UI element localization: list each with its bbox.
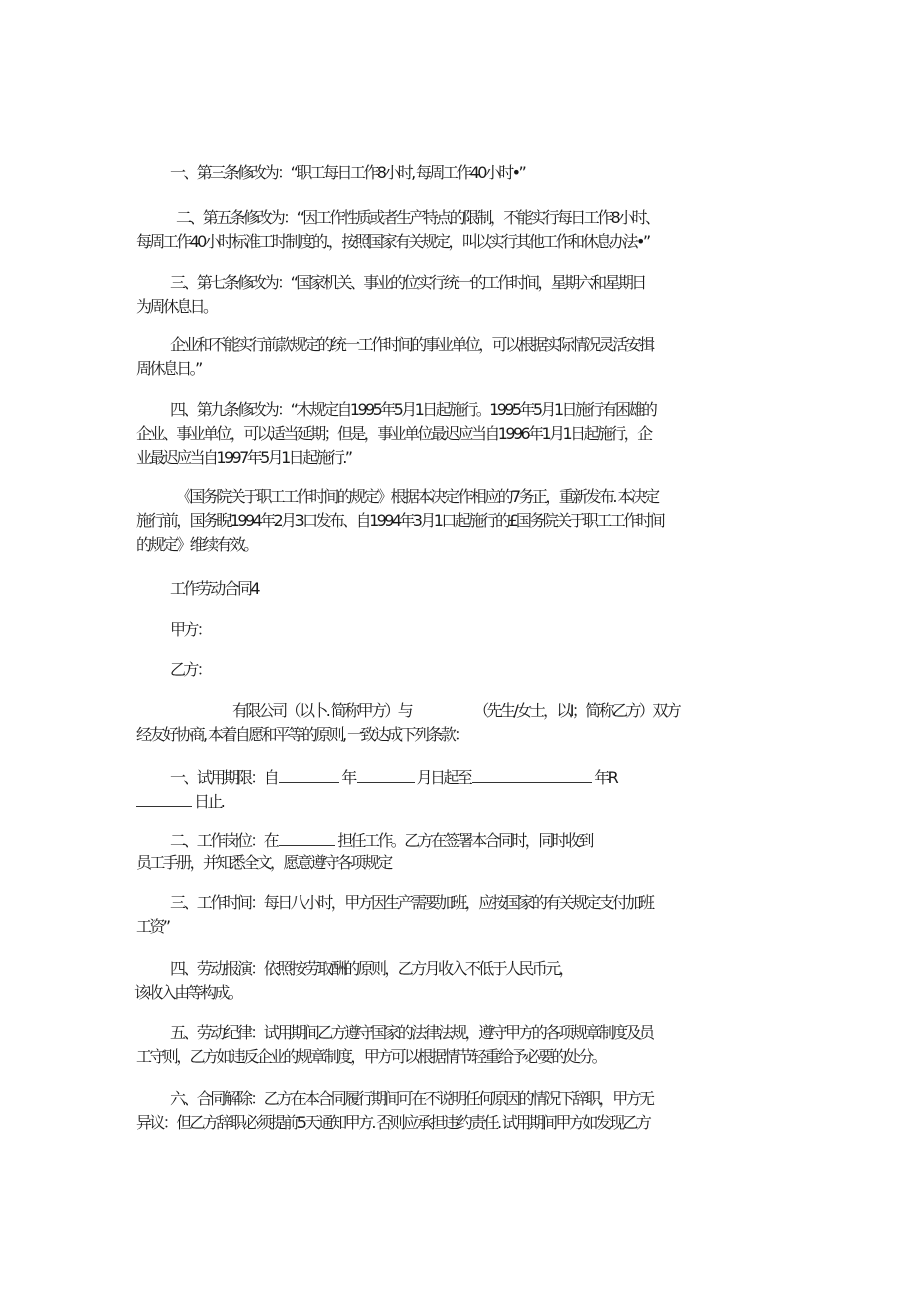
clause-1-year-unit: 年 [341, 768, 355, 787]
end-date-blank[interactable] [472, 766, 592, 783]
amendment-article-7-line2: 为周休息日。 [136, 297, 217, 316]
clause-1-end: 日止. [194, 792, 224, 811]
amendment-article-7-line1: 三、第七条修改为：“国家机关、事业的位实行统一的工作时间，星期六和星期日 [170, 273, 645, 292]
clause-1-line1 [0, 766, 920, 788]
position-blank[interactable] [279, 829, 335, 846]
intro-party-b-text: （先生/女士，以I；简称乙方）双方 [473, 701, 680, 720]
clause-2-text: 担任工作。乙方在签署本合同时，同时收到 [337, 831, 592, 850]
clause-1-until: 月日起至 [416, 768, 471, 787]
amendment-article-5-line1: 二、第五条修改为：“因工作性质或者生产特点的限制，不能实行每日工作8小时、 [176, 208, 659, 227]
amendment-article-3: 一、第三条修改为：“职工每日工作8小时, 每周工作40小时•” [170, 163, 525, 182]
amendment-article-9-line3: 业最迟应当自1997年5月1日起施行.” [136, 448, 351, 467]
start-year-blank[interactable] [279, 766, 339, 783]
clause-5-line1: 五、劳动纪律：试用期间乙方遵守国家的法律法规，遵守甲方的各项规章制度及员 [170, 1023, 653, 1042]
closing-paragraph-line1: 《国务院关于职工工作时间的规定》根据本决定作相应的7务正，重新发布. 本决定 [176, 487, 658, 506]
clause-1-end-year-unit: 年R [594, 768, 617, 787]
amendment-article-7-para2-line2: 周休息日。” [136, 359, 201, 378]
end-day-blank[interactable] [136, 790, 192, 807]
contract-intro-line1 [0, 701, 920, 721]
party-b-label: 乙方： [170, 660, 211, 679]
closing-paragraph-line2: 施行前，国务睨1994年2月3口发布、自1994年3月1口起施行的£国务院关于职工工作时间 [136, 511, 664, 530]
amendment-article-5-line2: 每周工作40小时标准工时制度的.，按照国家有关规定，叫以实行其他工作和休息办法•” [136, 232, 649, 251]
clause-2-label: 二、工作岗位：在 [170, 831, 278, 850]
clause-6-line2: 异议：但乙方辞职必须提前5天通知甲方. 否则应承担违约责任. 试用期间甲方如发现乙方 [136, 1113, 650, 1132]
party-a-label: 甲方： [170, 620, 211, 639]
clause-3-line1: 三、工作时间：每日八小时，甲方因生产需要加班，应按国家的有关规定支付加班 [170, 893, 653, 912]
amendment-article-7-para2-line1: 企业和不能实行前款规定的统一工作时间的事业单位，可以根据实际情况灵活安揖 [170, 335, 653, 354]
clause-4-line1: 四、劳动报演：依照按劳取酬的原则，乙方月收入不低于人民币元， [170, 959, 573, 978]
closing-paragraph-line3: 的规定》维续有效。 [136, 535, 257, 554]
clause-6-line1: 六、合同解除：乙方在本合同履行期间可在不说明任何原因的情况下辞职，甲方无 [170, 1089, 653, 1108]
amendment-article-9-line2: 企业、事业单位，可以适当延期；但是，事业单位最迟应当自1996年1月1日起施行，企 [136, 424, 651, 443]
amendment-article-9-line1: 四、第九条修改为：“木规定自1995年5月1日起施行。1995年5月1日施行有困雄的 [170, 400, 656, 419]
clause-5-line2: 工守则，乙方如违反企业的规章制度，甲方可以根据情节轻重给予必要的处分。 [136, 1047, 606, 1066]
clause-3-line2: 工资” [136, 917, 169, 936]
clause-4-line2: 该收入由等构成。 [134, 983, 242, 1002]
clause-2-line2: 员工手册，并知悉全文，愿意遵守各项规定 [136, 853, 391, 872]
contract-intro-line2: 经友好协商, 本着自愿和平等的原则, 一致达成下列条款： [136, 725, 468, 744]
clause-1-label: 一、试用期限：自 [170, 768, 278, 787]
start-month-blank[interactable] [357, 766, 415, 783]
intro-company-text: 有限公司（以卜. 简称甲方）与 [232, 701, 412, 720]
contract-title: 工作劳动合同4 [170, 579, 258, 598]
clause-2-line1 [0, 829, 920, 851]
clause-1-line2 [0, 790, 920, 812]
